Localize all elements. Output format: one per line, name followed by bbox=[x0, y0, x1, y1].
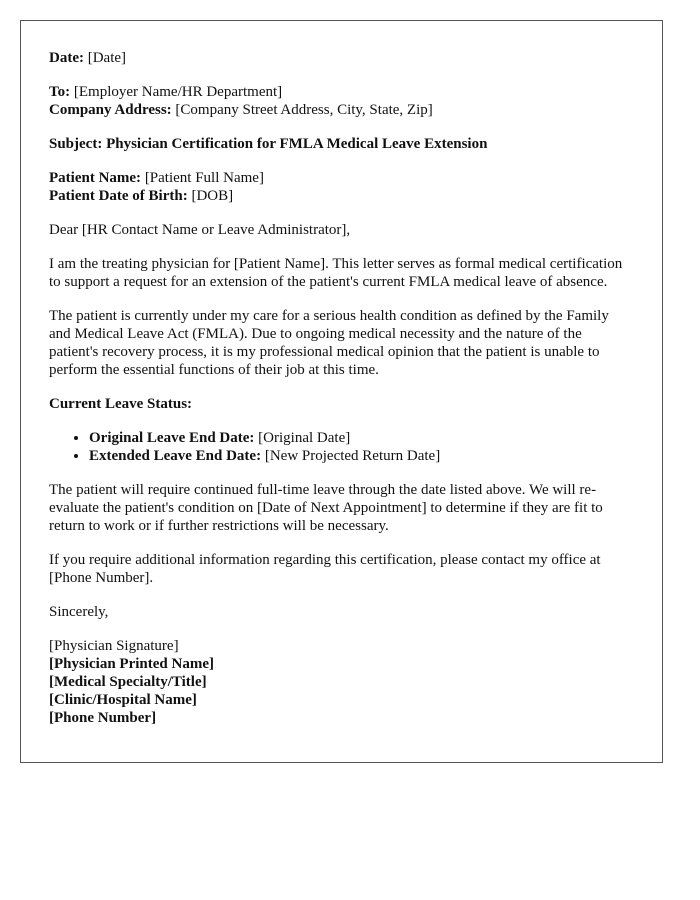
recipient-block bbox=[49, 83, 634, 119]
clinic-name: [Clinic/Hospital Name] bbox=[49, 692, 197, 708]
status-heading bbox=[49, 395, 634, 413]
status-list bbox=[49, 429, 634, 465]
to-value: [Employer Name/HR Department] bbox=[73, 84, 283, 100]
status-value: [Original Date] bbox=[258, 430, 351, 446]
subject-line bbox=[49, 135, 634, 153]
status-label: Extended Leave End Date: bbox=[89, 448, 262, 464]
paragraph-reevaluation: The patient will require continued full-time leave through the date listed above. We will re-evaluate the patient's condition on [Date of Next Appointment] to determine if they are fit to return to work or if further restrictions will be necessary. bbox=[49, 482, 603, 534]
subject: Subject: Physician Certification for FMLA Medical Leave Extension bbox=[49, 136, 488, 152]
signature: [Physician Signature] bbox=[49, 638, 179, 654]
date-line bbox=[49, 49, 634, 67]
patient-name-value: [Patient Full Name] bbox=[144, 170, 264, 186]
dob-value: [DOB] bbox=[191, 188, 234, 204]
list-item bbox=[89, 447, 634, 465]
to-label: To: bbox=[49, 84, 71, 100]
letter bbox=[20, 20, 663, 763]
signature-block bbox=[49, 637, 634, 727]
status-label: Original Leave End Date: bbox=[89, 430, 255, 446]
address-value: [Company Street Address, City, State, Zip] bbox=[175, 102, 433, 118]
paragraph-intro: I am the treating physician for [Patient Name]. This letter serves as formal medical certification to support a request for an extension of the patient's current FMLA medical leave of absence. bbox=[49, 256, 623, 290]
valediction: Sincerely, bbox=[49, 604, 109, 620]
paragraph-contact: If you require additional information regarding this certification, please contact my office at [Phone Number]. bbox=[49, 552, 601, 586]
paragraph-condition: The patient is currently under my care for a serious health condition as defined by the Family and Medical Leave Act (FMLA). Due to ongoing medical necessity and the nature of the patient's recovery process, it is my professional medical opinion that the patient is unable to perform the essential functions of their job at this time. bbox=[49, 308, 609, 378]
salutation: Dear [HR Contact Name or Leave Administrator], bbox=[49, 222, 351, 238]
address-label: Company Address: bbox=[49, 102, 172, 118]
dob-label: Patient Date of Birth: bbox=[49, 188, 188, 204]
list-item bbox=[89, 429, 634, 447]
status-value: [New Projected Return Date] bbox=[264, 448, 441, 464]
phone-number: [Phone Number] bbox=[49, 710, 157, 726]
date-label: Date: bbox=[49, 50, 84, 66]
date-value: [Date] bbox=[87, 50, 127, 66]
status-heading-text: Current Leave Status: bbox=[49, 396, 193, 412]
printed-name: [Physician Printed Name] bbox=[49, 656, 214, 672]
patient-name-label: Patient Name: bbox=[49, 170, 142, 186]
patient-block bbox=[49, 169, 634, 205]
specialty: [Medical Specialty/Title] bbox=[49, 674, 207, 690]
